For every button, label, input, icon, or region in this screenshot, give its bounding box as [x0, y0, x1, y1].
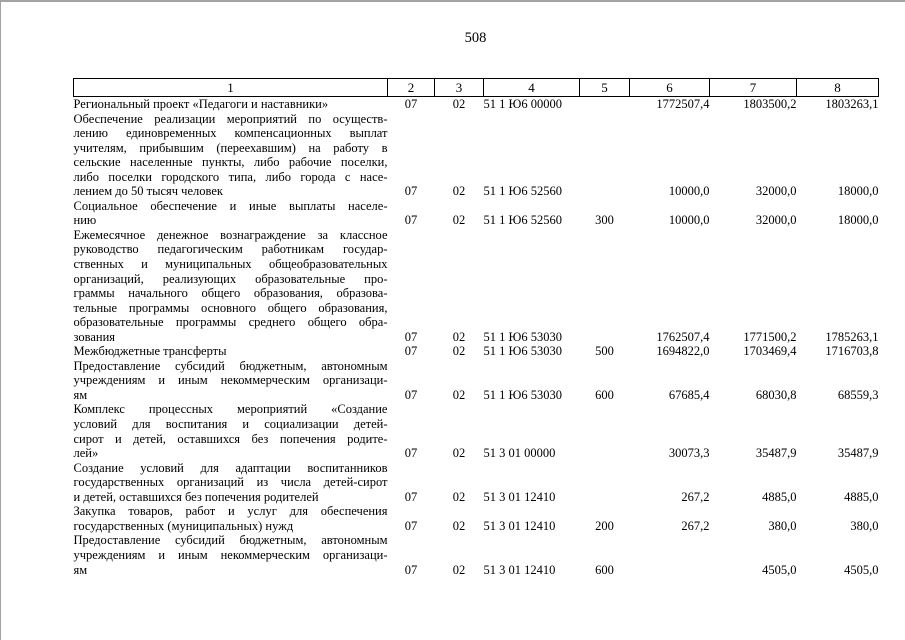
row-value-cell	[630, 533, 710, 577]
table-row	[74, 344, 879, 359]
row-title-line: Предоставление субсидий бюджетным, автономным	[73, 358, 388, 373]
row-title-line: руководство педагогическим работникам государ-	[73, 242, 388, 257]
table-row	[74, 461, 879, 505]
row-title-line: граммы начального общего образования, образова-	[73, 286, 388, 301]
row-title-line: Обеспечение реализации мероприятий по осуществ-	[73, 111, 388, 126]
row-value-cell	[580, 97, 630, 112]
row-value-cell: 51 3 01 12410	[483, 518, 556, 533]
row-value-cell: 4885,0	[762, 489, 797, 504]
row-value-cell	[580, 402, 630, 460]
row-value-cell: 600	[595, 387, 614, 402]
budget-table	[73, 78, 879, 577]
row-value-cell	[580, 228, 630, 344]
row-value-cell: 1694822,0	[656, 344, 710, 359]
row-value-cell: 380,0	[850, 518, 879, 533]
column-header: 1	[74, 79, 388, 97]
row-value-cell: 07	[404, 184, 418, 199]
row-value-cell: 67685,4	[668, 387, 710, 402]
row-value-cell: 02	[452, 213, 466, 228]
row-title-cell	[74, 112, 388, 199]
row-value-cell: 1785263,1	[825, 329, 879, 344]
row-title-cell	[74, 228, 388, 344]
row-title-line: нию	[73, 213, 97, 228]
row-value-cell: 18000,0	[837, 184, 879, 199]
row-value-cell: 200	[595, 518, 614, 533]
row-value-cell: 68559,3	[837, 387, 879, 402]
row-value-cell: 07	[404, 213, 418, 228]
row-value-cell: 500	[595, 344, 614, 359]
row-title-line: Закупка товаров, работ и услуг для обеспечения	[73, 504, 388, 519]
row-value-cell: 35487,9	[755, 446, 797, 461]
row-title-line: учителям, прибывшим (переехавшим) на работу в	[73, 140, 388, 155]
row-value-cell: 51 3 01 00000	[483, 446, 556, 461]
row-title-line: ям	[73, 387, 88, 402]
row-value-cell: 1803500,2	[743, 97, 797, 111]
row-title-cell	[74, 461, 388, 505]
row-value-cell: 300	[595, 213, 614, 228]
row-title-line: организаций, реализующих образовательные про-	[73, 271, 388, 286]
row-value-cell: 02	[452, 387, 466, 402]
row-value-cell: 267,2	[681, 489, 710, 504]
row-value-cell	[580, 461, 630, 505]
row-value-cell: 380,0	[768, 518, 797, 533]
row-value-cell: 07	[404, 329, 418, 344]
row-title-line: государственных организаций из числа детей-сирот	[73, 475, 388, 490]
row-title-line: сельские населенные пункты, либо рабочие поселки,	[73, 155, 388, 170]
row-title-line: лей»	[73, 446, 99, 461]
row-title-line: либо поселки городского типа, либо города с насе-	[73, 169, 388, 184]
row-title-line: ственных и муниципальных общеобразовательных	[73, 257, 388, 272]
row-value-cell: 51 1 Ю6 52560	[483, 184, 562, 199]
row-title-line: тельные программы основного общего образования,	[73, 300, 388, 315]
row-title-line: Межбюджетные трансферты	[73, 344, 227, 359]
column-header: 4	[484, 79, 580, 97]
row-value-cell: 30073,3	[668, 446, 710, 461]
column-header: 8	[797, 79, 879, 97]
row-title-line: Предоставление субсидий бюджетным, автономным	[73, 533, 388, 548]
row-value-cell: 51 1 Ю6 53030	[483, 329, 562, 344]
row-title-line: сирот и детей, оставшихся без попечения родите-	[73, 431, 388, 446]
table-row	[74, 97, 879, 112]
row-title-cell	[74, 97, 388, 112]
table-row	[74, 533, 879, 577]
row-title-line: зования	[73, 329, 116, 344]
row-value-cell	[580, 112, 630, 199]
column-header: 7	[710, 79, 797, 97]
row-value-cell: 02	[452, 184, 466, 199]
column-header: 2	[388, 79, 435, 97]
row-value-cell: 07	[404, 387, 418, 402]
row-title-cell	[74, 199, 388, 228]
column-header: 6	[630, 79, 710, 97]
row-value-cell: 07	[404, 344, 418, 359]
row-value-cell: 10000,0	[668, 213, 710, 228]
row-value-cell: 32000,0	[755, 213, 797, 228]
row-title-line: и детей, оставшихся без попечения родителей	[73, 489, 319, 504]
page-number: 508	[464, 30, 487, 46]
row-title-line: Комплекс процессных мероприятий «Создание	[73, 402, 388, 417]
row-title-line: образовательные программы среднего общего обра-	[73, 315, 388, 330]
row-value-cell: 1771500,2	[743, 329, 797, 344]
row-value-cell: 02	[452, 518, 466, 533]
row-value-cell: 1762507,4	[656, 329, 710, 344]
table-body	[74, 97, 879, 578]
row-value-cell: 07	[404, 97, 418, 111]
row-value-cell: 02	[452, 329, 466, 344]
row-value-cell: 02	[452, 489, 466, 504]
row-title-line: ям	[73, 562, 88, 577]
row-value-cell: 1703469,4	[743, 344, 797, 359]
row-title-cell	[74, 344, 388, 359]
row-title-line: государственных (муниципальных) нужд	[73, 518, 294, 533]
row-title-line: Региональный проект «Педагоги и наставники»	[73, 97, 329, 111]
row-value-cell: 4885,0	[844, 489, 879, 504]
table-row	[74, 359, 879, 403]
table-row	[74, 228, 879, 344]
row-value-cell: 02	[452, 446, 466, 461]
row-value-cell: 35487,9	[837, 446, 879, 461]
row-value-cell: 02	[452, 97, 466, 111]
row-value-cell: 267,2	[681, 518, 710, 533]
row-title-line: Ежемесячное денежное вознаграждение за классное	[73, 227, 388, 242]
row-value-cell: 1716703,8	[825, 344, 879, 359]
row-title-line: условий для воспитания и социализации детей-	[73, 417, 388, 432]
row-title-line: Создание условий для адаптации воспитанников	[73, 460, 388, 475]
row-value-cell: 51 1 Ю6 00000	[483, 97, 562, 111]
row-value-cell: 02	[452, 562, 466, 577]
row-title-line: лению единовременных компенсационных выплат	[73, 126, 388, 141]
row-value-cell: 4505,0	[762, 562, 797, 577]
row-title-line: учреждениям и иным некоммерческим организаци-	[73, 373, 388, 388]
row-value-cell: 51 3 01 12410	[483, 562, 556, 577]
table-row	[74, 199, 879, 228]
column-header: 3	[435, 79, 484, 97]
row-title-cell	[74, 533, 388, 577]
row-value-cell: 51 3 01 12410	[483, 489, 556, 504]
row-value-cell: 32000,0	[755, 184, 797, 199]
row-value-cell: 600	[595, 562, 614, 577]
row-value-cell: 07	[404, 518, 418, 533]
row-value-cell: 51 1 Ю6 53030	[483, 344, 562, 359]
row-value-cell: 1803263,1	[825, 97, 879, 111]
table-row	[74, 402, 879, 460]
row-title-cell	[74, 504, 388, 533]
row-value-cell: 1772507,4	[656, 97, 710, 111]
row-value-cell: 51 1 Ю6 52560	[483, 213, 562, 228]
row-value-cell: 68030,8	[755, 387, 797, 402]
row-value-cell: 4505,0	[844, 562, 879, 577]
row-value-cell: 07	[404, 562, 418, 577]
row-value-cell: 02	[452, 344, 466, 359]
row-title-line: Социальное обеспечение и иные выплаты населе-	[73, 198, 388, 213]
row-title-line: учреждениям и иным некоммерческим организаци-	[73, 547, 388, 562]
row-value-cell: 18000,0	[837, 213, 879, 228]
table-header-row	[74, 79, 879, 97]
row-title-cell	[74, 402, 388, 460]
table-row	[74, 112, 879, 199]
table-row	[74, 504, 879, 533]
row-value-cell: 07	[404, 446, 418, 461]
row-value-cell: 07	[404, 489, 418, 504]
row-value-cell: 10000,0	[668, 184, 710, 199]
row-title-cell	[74, 359, 388, 403]
row-value-cell: 51 1 Ю6 53030	[483, 387, 562, 402]
column-header: 5	[580, 79, 630, 97]
row-title-line: лением до 50 тысяч человек	[73, 184, 223, 199]
